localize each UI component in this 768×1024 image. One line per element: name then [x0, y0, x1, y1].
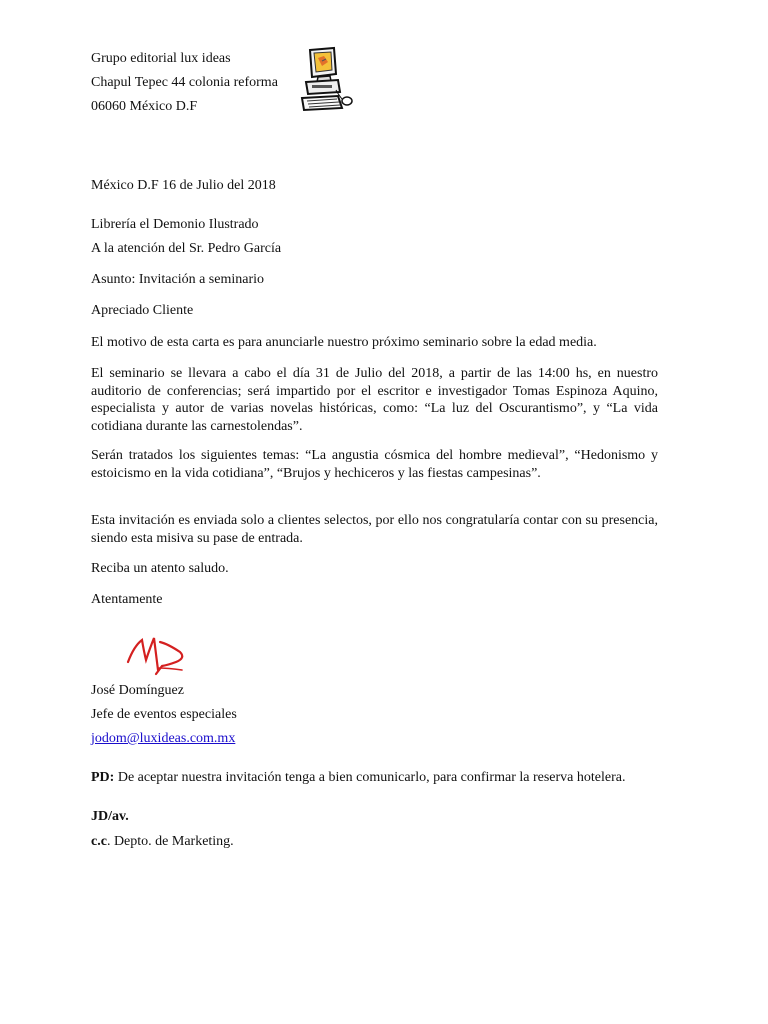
date-line: México D.F 16 de Julio del 2018 [91, 178, 276, 193]
signature-image [124, 632, 190, 678]
body-paragraph-2: El seminario se llevara a cabo el día 31 de Julio del 2018, a partir de las 14:00 hs, en nuestro auditorio de conferencias; será impartido por el escritor e investigador Tomas Espinoza Aquino, especialista y autor de varias novelas históricas, como: “La luz del Oscurantismo”, y “La vida cotidiana durante las carnestolendas”. [91, 366, 658, 434]
computer-clipart-icon [298, 44, 356, 114]
recipient-attention: A la atención del Sr. Pedro García [91, 241, 282, 256]
body-paragraph-5: Reciba un atento saludo. [91, 561, 229, 576]
signer-email-row [91, 730, 235, 748]
postscript [91, 769, 658, 787]
body-paragraph-3: Serán tratados los siguientes temas: “La angustia cósmica del hombre medieval”, “Hedonismo y estoicismo en la vida cotidiana”, “Brujos y hechiceros y las fiestas campesinas”. [91, 448, 658, 481]
signer-email-link[interactable]: jodom@luxideas.com.mx [91, 731, 236, 746]
signer-name: José Domínguez [91, 683, 184, 698]
sender-name: Grupo editorial lux ideas [91, 51, 231, 66]
cc-label: c.c [91, 834, 107, 849]
postscript-text: De aceptar nuestra invitación tenga a bien comunicarlo, para confirmar la reserva hotelera. [114, 770, 626, 785]
postscript-label: PD: [91, 770, 115, 785]
cc-text: . Depto. de Marketing. [106, 834, 234, 849]
initials-text: JD/av. [91, 809, 129, 824]
signer-title: Jefe de eventos especiales [91, 707, 237, 722]
closing: Atentamente [91, 592, 163, 607]
sender-city: 06060 México D.F [91, 99, 198, 114]
subject-line: Asunto: Invitación a seminario [91, 272, 265, 287]
sender-address: Chapul Tepec 44 colonia reforma [91, 75, 278, 90]
recipient-name: Librería el Demonio Ilustrado [91, 217, 259, 232]
greeting: Apreciado Cliente [91, 303, 194, 318]
body-paragraph-1: El motivo de esta carta es para anunciarle nuestro próximo seminario sobre la edad media. [91, 335, 597, 350]
initials [91, 808, 129, 826]
body-paragraph-4: Esta invitación es enviada solo a clientes selectos, por ello nos congratularía contar con su presencia, siendo esta misiva su pase de entrada. [91, 513, 658, 546]
cc-line [91, 833, 234, 851]
